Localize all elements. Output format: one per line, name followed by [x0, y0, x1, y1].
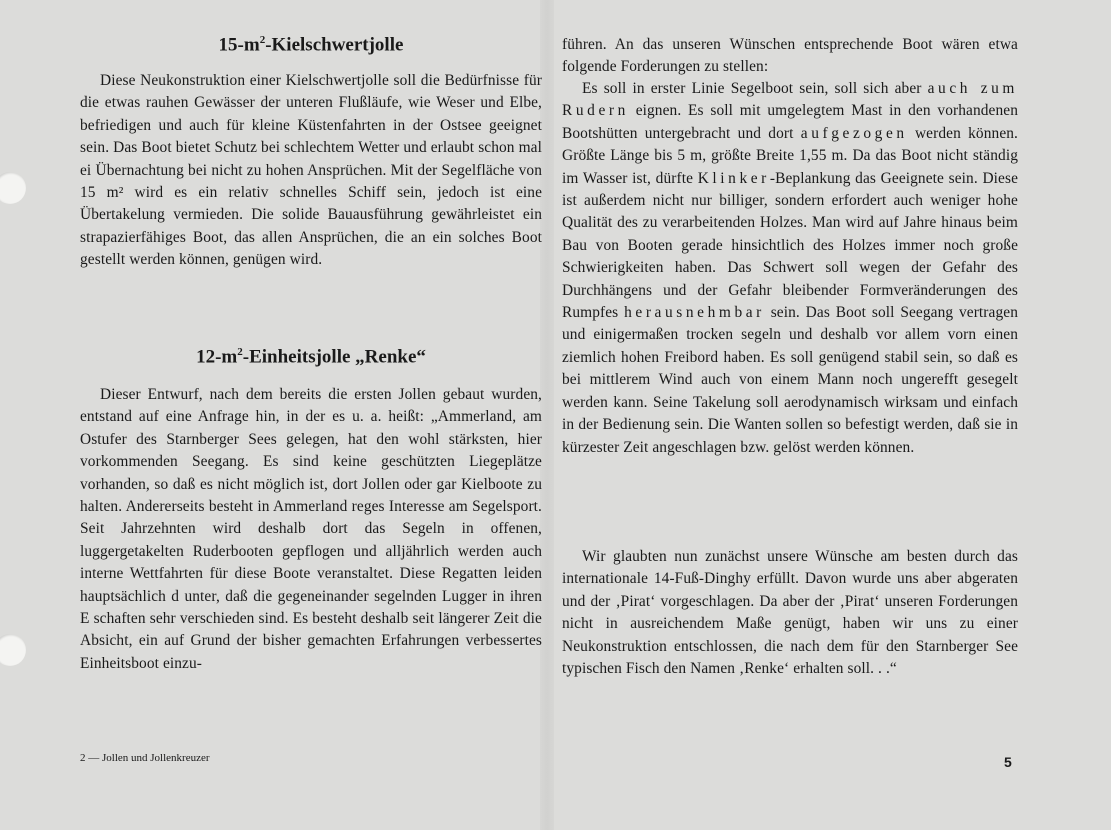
- text-run: Es soll in erster Linie Segelboot sein, soll sich aber: [582, 80, 928, 97]
- heading-superscript: 2: [259, 34, 266, 46]
- paragraph-requirements: [562, 78, 1018, 459]
- text-run: eignen. Es soll mit umgelegtem Mast in den vorhandenen Bootshütten untergebracht und dort: [562, 102, 1018, 142]
- text-run: -Beplankung das Geeignete sein. Diese ist außerdem nicht nur billiger, sondern erfordert auch weniger hohe Qualität des zu verarbeitenden Holzes. Man wird auf Jahre hinaus beim Bau von Booten gerade hinsichtlich des Holzes immer noch große Schwierigkeiten haben. Das Schwert soll wegen der Gefahr des Durchhängens und der Gefahr bleibender Formveränderungen des Rumpfes: [562, 169, 1018, 322]
- section-heading-renke: [80, 346, 542, 368]
- punch-hole-top: [0, 172, 26, 204]
- paragraph-continuation: führen. An das unseren Wünschen entsprechende Boot wären etwa folgende Forderungen zu stellen:: [562, 36, 1018, 76]
- heading-text-post: -Kielschwertjolle: [265, 34, 404, 56]
- heading-text-pre: 12-m: [196, 346, 238, 368]
- spaced-emphasis: auch zum Rudern: [562, 80, 1018, 120]
- text-run: werden können. Größte Länge bis 5 m, größte Breite 1,55 m. Da das Boot nicht ständig im Wasser ist, dürfte: [562, 124, 1018, 187]
- paragraph-renke-intro: Dieser Entwurf, nach dem bereits die ersten Jollen gebaut wurden, entstand auf eine Anfrage hin, in der es u. a. heißt: „Ammerland, am Ostufer des Starnberger Sees gelegen, hat den wohl stärksten, hier vorkommenden Seegang. Es sind keine geschützten Liegeplätze vorhanden, so daß es nicht möglich ist, dort Jollen oder gar Kielboote zu halten. Andererseits besteht in Ammerland reges Interesse am Segelsport. Seit Jahrzehnten wird deshalb dort das Segeln in offenen, luggergetakelten Ruderbooten gepflogen und alljährlich werden auch interne Wettfahrten für diese Boote veranstaltet. Diese Regatten leiden hauptsächlich d unter, daß die gegeneinander segelnden Lugger in ihren E schaften sehr verschieden sind. Es besteht deshalb seit längerer Zeit die Absicht, ein auf Grund der bisher gemachten Erfahrungen verbessertes Einheitsboot einzu-: [80, 386, 542, 672]
- signature-line: 2 — Jollen und Jollenkreuzer: [80, 752, 210, 764]
- heading-text-post: -Einheitsjolle „Renke“: [242, 346, 426, 368]
- section-heading-kielschwertjolle: [80, 34, 542, 56]
- page-number: 5: [1004, 754, 1012, 770]
- heading-text-pre: 15-m: [218, 34, 260, 56]
- spaced-emphasis: herausnehmbar: [624, 304, 765, 322]
- paragraph-kielschwertjolle: Diese Neukonstruktion einer Kielschwertjolle soll die Bedürfnisse für die etwas rauhen Gewässer der unteren Flußläufe, wie Weser und Elbe, befriedigen und auch für kleine Küstenfahrten in der Ostsee geeignet sein. Das Boot bietet Schutz bei schlechtem Wetter und erlaubt schon mal ei Übernachtung bei nicht zu hohen Ansprüchen. Mit der Segelfläche von 15 m² wird es ein relativ schnelles Schiff sein, jedoch ist eine Übertakelung vermieden. Die solide Bauausführung gewährleistet ein strapazierfähiges Boot, das allen Ansprüchen, die an ein solches Boot gestellt werden können, genügen wird.: [80, 72, 542, 269]
- spaced-emphasis: Klinker: [697, 169, 770, 187]
- heading-superscript: 2: [237, 346, 243, 358]
- page-gutter: [540, 0, 554, 830]
- spaced-emphasis: aufgezogen: [800, 124, 908, 142]
- text-run: sein. Das Boot soll Seegang vertragen und einigermaßen trocken segeln und deshalb vor allem vorn einen ziemlich hohen Freibord haben. Es soll genügend stabil sein, so daß es bei mittlerem Wind auch von einem Mann noch ungerefft gesegelt werden kann. Seine Takelung soll aerodynamisch wirksam und einfach in der Bedienung sein. Die Wanten sollen so befestigt werden, daß sie in kürzester Zeit angeschlagen bzw. gelöst werden können.: [562, 304, 1018, 456]
- paragraph-dinghy: Wir glaubten nun zunächst unsere Wünsche am besten durch das internationale 14-Fuß-Dinghy erfüllt. Davon wurde uns aber abgeraten und der ‚Pirat‘ vorgeschlagen. Da aber der ‚Pirat‘ unseren Forderungen nicht in ausreichendem Maße genügt, haben wir uns zu einer Neukonstruktion entschlossen, die nach dem für den Starnberger See typischen Fisch den Namen ‚Renke‘ erhalten soll. . .“: [562, 548, 1018, 678]
- punch-hole-bottom: [0, 634, 26, 666]
